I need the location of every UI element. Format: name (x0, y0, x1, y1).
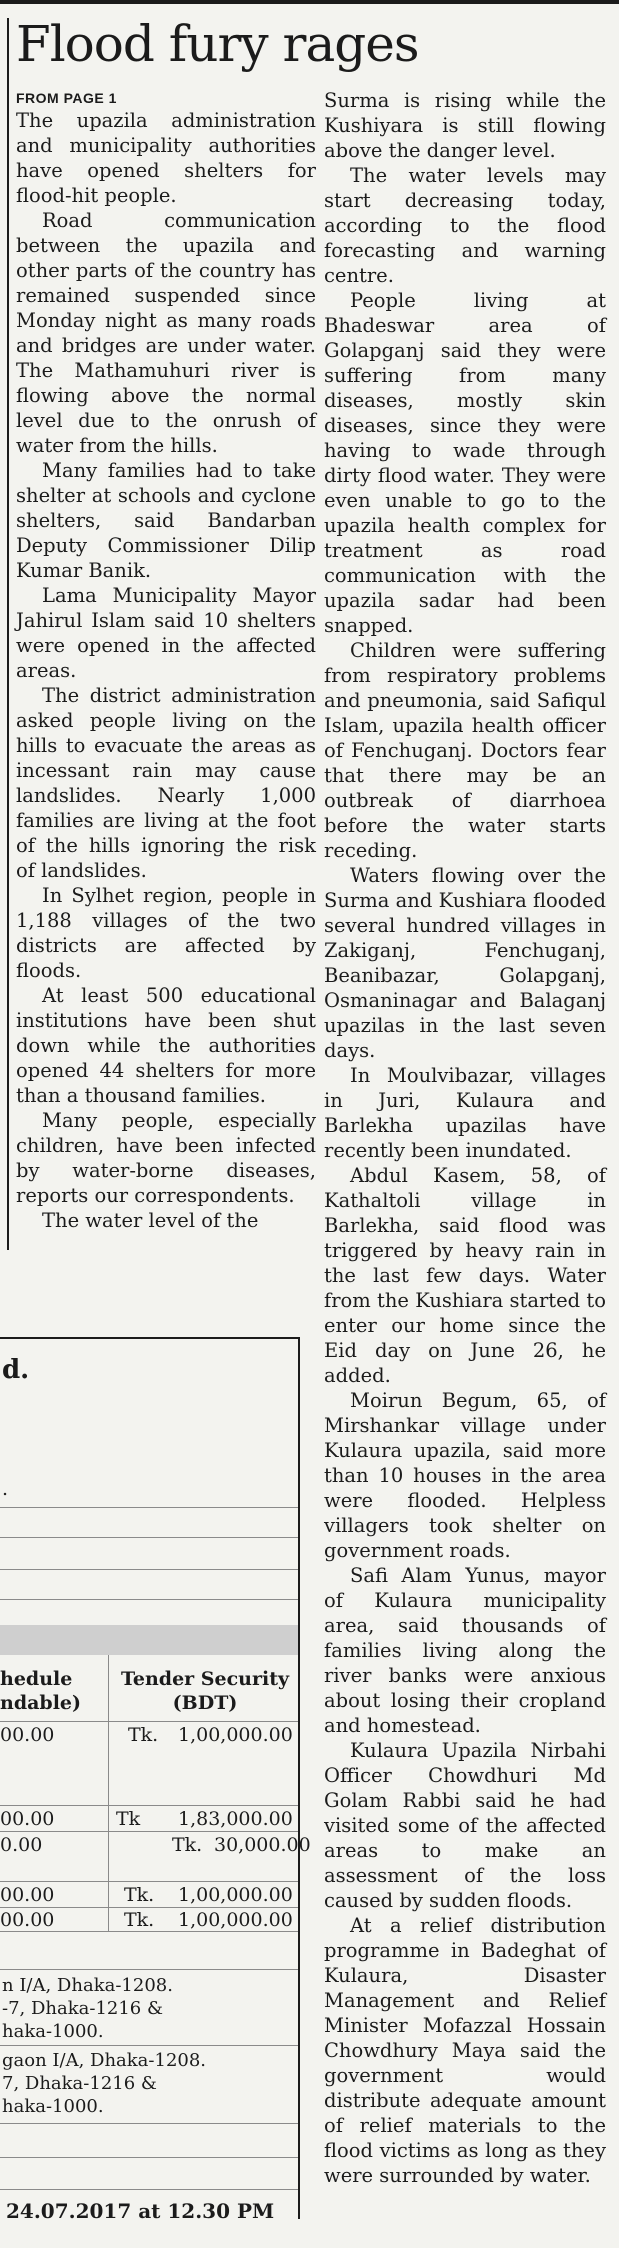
schedule-value: 00.00 (0, 1884, 55, 1906)
ad-divider (0, 1599, 298, 1600)
paragraph: Many people, especially children, have been infected by water-borne diseases, reports our correspondents. (16, 1109, 316, 1207)
currency: Tk. (172, 1834, 203, 1856)
security-value: 1,00,000.00 (178, 1884, 293, 1906)
table-rule (0, 1831, 298, 1832)
security-value: 1,00,000.00 (178, 1724, 293, 1746)
paragraph: Moirun Begum, 65, of Mirshankar village under Kulaura upazila, said more than 10 houses in the area were flooded. Helpless villagers took shelter on government roads. (324, 1389, 606, 1562)
table-rule (0, 1721, 298, 1722)
column-rule (7, 18, 9, 1250)
ad-divider (0, 1569, 298, 1570)
schedule-value: 00.00 (0, 1724, 55, 1746)
ad-shaded-band (0, 1625, 298, 1655)
paragraph: In Moulvibazar, villages in Juri, Kulaura and Barlekha upazilas have recently been inundated. (324, 1064, 606, 1162)
address-line: haka-1000. (2, 2096, 104, 2117)
currency: Tk. (124, 1884, 155, 1906)
ad-divider (0, 1969, 298, 1970)
address-line: 7, Dhaka-1216 & (2, 2073, 157, 2094)
currency: Tk. (124, 1909, 155, 1931)
address-line: gaon I/A, Dhaka-1208. (2, 2050, 207, 2071)
address-line: haka-1000. (2, 2021, 104, 2042)
currency: Tk (116, 1808, 141, 1830)
paragraph: Many families had to take shelter at schools and cyclone shelters, said Bandarban Deputy Commissioner Dilip Kumar Banik. (16, 459, 316, 582)
header-tender-security: Tender Security (BDT) (120, 1668, 290, 1714)
continued-from-label: FROM PAGE 1 (16, 90, 117, 106)
security-value: 1,00,000.00 (178, 1909, 293, 1931)
ad-mark: . (2, 1478, 9, 1500)
table-column-divider (108, 1655, 109, 1931)
article-column-right (324, 88, 606, 2188)
schedule-value: 0.00 (0, 1834, 43, 1856)
ad-divider (0, 2157, 298, 2158)
opening-date-time: 24.07.2017 at 12.30 PM (6, 2199, 275, 2223)
table-rule (0, 1931, 298, 1932)
paragraph: Abdul Kasem, 58, of Kathaltoli village in Barlekha, said flood was triggered by heavy rain in the last few days. Water from the Kushiara started to enter our home since the Eid day on June 26, he added. (324, 1164, 606, 1387)
paragraph: Safi Alam Yunus, mayor of Kulaura municipality area, said thousands of families living along the river banks were anxious about losing their cropland and homestead. (324, 1564, 606, 1737)
paragraph: The upazila administration and municipality authorities have opened shelters for flood-hit people. (16, 109, 316, 207)
currency: Tk. (128, 1724, 159, 1746)
paragraph: Road communication between the upazila and other parts of the country has remained suspended since Monday night as many roads and bridges are under water. The Mathamuhuri river is flowing above the normal level due to the onrush of water from the hills. (16, 209, 316, 457)
paragraph: Surma is rising while the Kushiyara is still flowing above the danger level. (324, 89, 606, 162)
paragraph: The water levels may start decreasing today, according to the flood forecasting and warning centre. (324, 164, 606, 287)
ad-divider (0, 1507, 298, 1508)
schedule-value: 00.00 (0, 1808, 55, 1830)
address-line: n I/A, Dhaka-1208. (2, 1975, 173, 1996)
table-rule (0, 1805, 298, 1806)
table-rule (0, 1881, 298, 1882)
security-value: 1,83,000.00 (178, 1808, 293, 1830)
ad-title: d. (2, 1355, 30, 1385)
address-line: -7, Dhaka-1216 & (2, 1998, 164, 2019)
paragraph: People living at Bhadeswar area of Golapganj said they were suffering from many diseases, mostly skin diseases, since they were having to wade through dirty flood water. They were even unable to go to the upazila health complex for treatment as road communication with the upazila sadar had been snapped. (324, 289, 606, 637)
security-value: 30,000.00 (214, 1834, 311, 1856)
paragraph: Lama Municipality Mayor Jahirul Islam said 10 shelters were opened in the affected areas. (16, 584, 316, 682)
headline: Flood fury rages (16, 15, 419, 73)
tender-advertisement (0, 1337, 311, 2242)
ad-divider (0, 2189, 298, 2190)
paragraph: Kulaura Upazila Nirbahi Officer Chowdhuri Md Golam Rabbi said he had visited some of the affected areas to make an assessment of the loss caused by sudden floods. (324, 1739, 606, 1912)
paragraph: Waters flowing over the Surma and Kushiara flooded several hundred villages in Zakiganj, Fenchuganj, Beanibazar, Golapganj, Osmaninagar and Balaganj upazilas in the last seven days. (324, 864, 606, 1062)
paragraph: The water level of the (42, 1209, 259, 1232)
ad-divider (0, 2123, 298, 2124)
article-column-left (16, 88, 316, 1233)
paragraph: Children were suffering from respiratory problems and pneumonia, said Safiqul Islam, upazila health officer of Fenchuganj. Doctors fear that there may be an outbreak of diarrhoea before the water starts receding. (324, 639, 606, 862)
top-rule (0, 0, 619, 4)
paragraph: At a relief distribution programme in Badeghat of Kulaura, Disaster Management and Relief Minister Mofazzal Hossain Chowdhury Maya said the government would distribute adequate amount of relief materials to the flood victims as long as they were surrounded by water. (324, 1914, 606, 2187)
ad-divider (0, 1537, 298, 1538)
paragraph: At least 500 educational institutions have been shut down while the authorities opened 44 shelters for more than a thousand families. (16, 984, 316, 1107)
schedule-value: 00.00 (0, 1909, 55, 1931)
header-schedule: hedule ndable) (0, 1668, 81, 1714)
paragraph: In Sylhet region, people in 1,188 villages of the two districts are affected by floods. (16, 884, 316, 982)
ad-divider (0, 2045, 298, 2046)
paragraph: The district administration asked people living on the hills to evacuate the areas as incessant rain may cause landslides. Nearly 1,000 families are living at the foot of the hills ignoring the risk of landslides. (16, 684, 316, 882)
